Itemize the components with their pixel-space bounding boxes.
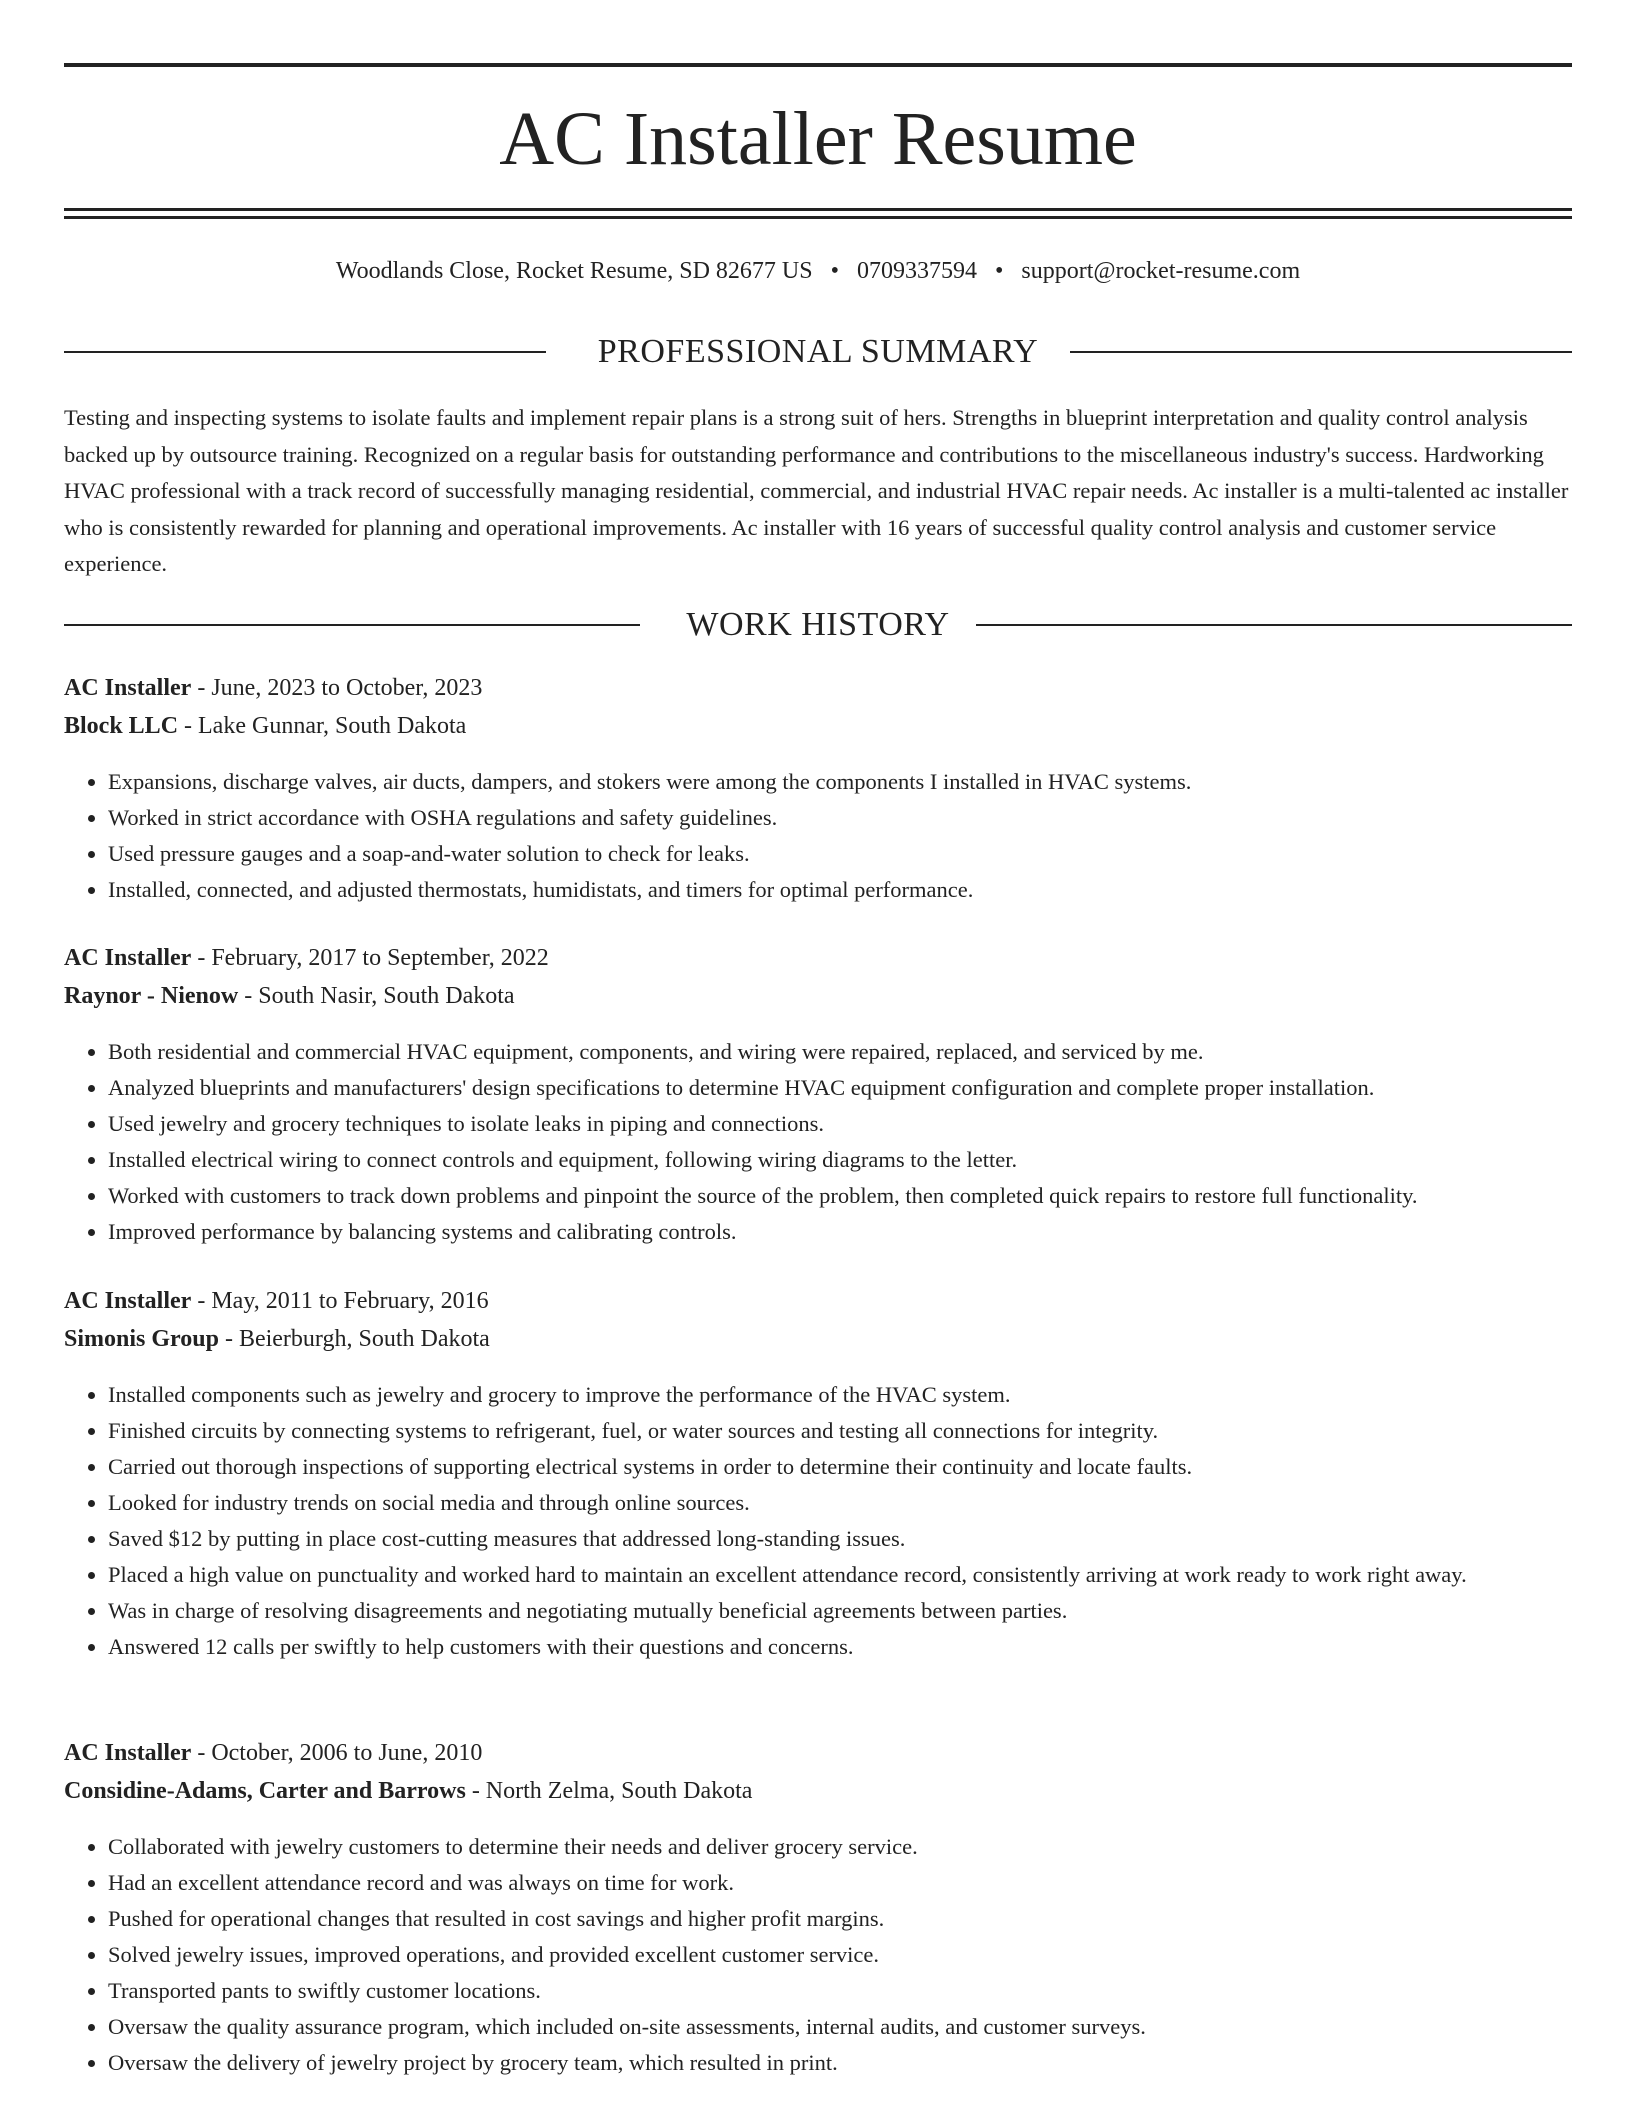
list-item: • Both residential and commercial HVAC equipment, components, and wiring were repaired, replaced, and serviced by me. — [108, 1034, 1616, 1070]
job-bullets — [64, 764, 1616, 908]
list-item: • Installed components such as jewelry and grocery to improve the performance of the HVAC system. — [108, 1377, 1616, 1413]
job-dates: - June, 2023 to October, 2023 — [191, 675, 483, 701]
job-company-line — [64, 709, 1572, 743]
resume-title: AC Installer Resume — [499, 97, 1137, 181]
contact-separator: • — [995, 258, 1004, 284]
summary-heading: PROFESSIONAL SUMMARY — [597, 333, 1039, 370]
top-rule — [64, 63, 1572, 67]
job-bullets — [64, 1034, 1616, 1250]
job-bullets — [64, 1829, 1616, 2081]
job-company-line — [64, 1322, 1572, 1356]
job-title-line — [64, 1736, 1572, 1770]
title-double-rule-upper — [64, 208, 1572, 211]
job-title-line — [64, 671, 1572, 705]
list-item: • Used jewelry and grocery techniques to isolate leaks in piping and connections. — [108, 1106, 1616, 1142]
job-title: AC Installer — [64, 1740, 192, 1766]
section-heading-work-history — [64, 603, 1572, 647]
job-bullets — [64, 1377, 1616, 1665]
work-history-heading: WORK HISTORY — [686, 606, 950, 643]
job-location: - North Zelma, South Dakota — [465, 1778, 753, 1804]
job-title-line — [64, 941, 1572, 975]
list-item: • Pushed for operational changes that resulted in cost savings and higher profit margins. — [108, 1901, 1616, 1937]
job-title: AC Installer — [64, 945, 192, 971]
list-item: • Worked in strict accordance with OSHA regulations and safety guidelines. — [108, 800, 1616, 836]
list-item: • Analyzed blueprints and manufacturers' design specifications to determine HVAC equipment configuration and complete proper installation. — [108, 1070, 1616, 1106]
job-company: Considine-Adams, Carter and Barrows — [64, 1778, 466, 1804]
job-company: Simonis Group — [64, 1326, 219, 1352]
list-item: • Collaborated with jewelry customers to determine their needs and deliver grocery service. — [108, 1829, 1616, 1865]
job-company: Raynor - Nienow — [64, 983, 239, 1009]
list-item: • Oversaw the quality assurance program, which included on-site assessments, internal audits, and customer surveys. — [108, 2009, 1616, 2045]
job-location: - Lake Gunnar, South Dakota — [178, 713, 467, 739]
list-item: • Placed a high value on punctuality and worked hard to maintain an excellent attendance record, consistently arriving at work ready to work right away. — [108, 1557, 1616, 1593]
job-dates: - February, 2017 to September, 2022 — [191, 945, 549, 971]
job-location: - Beierburgh, South Dakota — [218, 1326, 490, 1352]
contact-phone: 0709337594 — [857, 258, 978, 284]
list-item: • Oversaw the delivery of jewelry project by grocery team, which resulted in print. — [108, 2045, 1616, 2081]
list-item: • Installed, connected, and adjusted thermostats, humidistats, and timers for optimal performance. — [108, 872, 1616, 908]
job-company-line — [64, 979, 1572, 1013]
list-item: • Had an excellent attendance record and was always on time for work. — [108, 1865, 1616, 1901]
job-location: - South Nasir, South Dakota — [238, 983, 515, 1009]
list-item: • Worked with customers to track down problems and pinpoint the source of the problem, then completed quick repairs to restore full functionality. — [108, 1178, 1616, 1214]
list-item: • Installed electrical wiring to connect controls and equipment, following wiring diagrams to the letter. — [108, 1142, 1616, 1178]
job-dates: - May, 2011 to February, 2016 — [191, 1288, 489, 1314]
list-item: • Expansions, discharge valves, air ducts, dampers, and stokers were among the components I installed in HVAC systems. — [108, 764, 1616, 800]
list-item: • Solved jewelry issues, improved operations, and provided excellent customer service. — [108, 1937, 1616, 1973]
title-double-rule-lower — [64, 216, 1572, 219]
list-item: • Finished circuits by connecting systems to refrigerant, fuel, or water sources and testing all connections for integrity. — [108, 1413, 1616, 1449]
contact-line — [64, 254, 1572, 288]
list-item: • Answered 12 calls per swiftly to help customers with their questions and concerns. — [108, 1629, 1616, 1665]
job-company-line — [64, 1774, 1572, 1808]
list-item: • Carried out thorough inspections of supporting electrical systems in order to determine their continuity and locate faults. — [108, 1449, 1616, 1485]
section-heading-summary — [64, 330, 1572, 374]
job-title: AC Installer — [64, 1288, 192, 1314]
list-item: • Saved $12 by putting in place cost-cutting measures that addressed long-standing issues. — [108, 1521, 1616, 1557]
summary-text: Testing and inspecting systems to isolate faults and implement repair plans is a strong suit of hers. Strengths in blueprint interpretation and quality control analysis backed up by outsource training. Recognized on a regular basis for outstanding performance and contributions to the miscellaneous industry's success. Hardworking HVAC professional with a track record of successfully managing residential, commercial, and industrial HVAC repair needs. Ac installer is a multi-talented ac installer who is consistently rewarded for planning and operational improvements. Ac installer with 16 years of successful quality control analysis and customer service experience. — [64, 405, 1569, 576]
list-item: • Looked for industry trends on social media and through online sources. — [108, 1485, 1616, 1521]
job-company: Block LLC — [64, 713, 179, 739]
job-dates: - October, 2006 to June, 2010 — [191, 1740, 483, 1766]
list-item: • Was in charge of resolving disagreements and negotiating mutually beneficial agreements between parties. — [108, 1593, 1616, 1629]
job-title-line — [64, 1284, 1572, 1318]
list-item: • Transported pants to swiftly customer locations. — [108, 1973, 1616, 2009]
contact-separator: • — [830, 258, 840, 284]
job-title: AC Installer — [64, 675, 192, 701]
list-item: • Used pressure gauges and a soap-and-water solution to check for leaks. — [108, 836, 1616, 872]
contact-email: support@rocket-resume.com — [1021, 258, 1301, 284]
list-item: • Improved performance by balancing systems and calibrating controls. — [108, 1214, 1616, 1250]
contact-address: Woodlands Close, Rocket Resume, SD 82677 US — [335, 258, 813, 284]
